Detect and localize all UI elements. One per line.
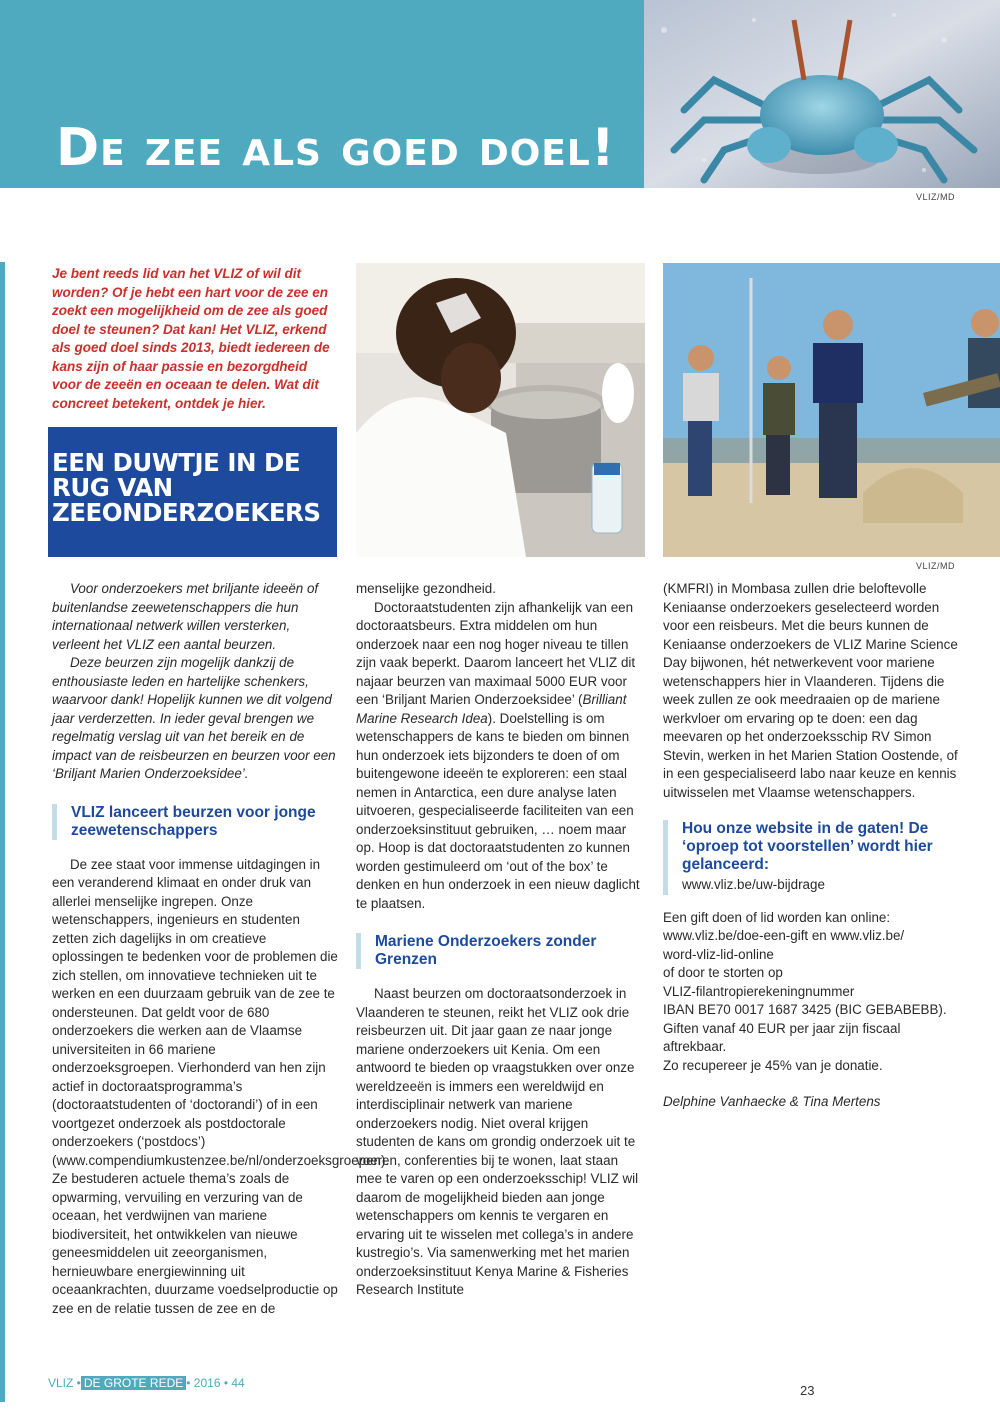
text-line: aftrekbaar. [663,1039,727,1054]
section-title: EEN DUWTJE IN DE RUG VAN ZEEONDERZOEKERS [52,448,321,527]
paragraph: (KMFRI) in Mombasa zullen drie beloftevolle Keniaanse onderzoekers geselecteerd worden voor een reisbeurs. Met die beurs kunnen de Keniaanse onderzoekers de VLIZ Marine Science Day bijwonen, hét netwerkevent voor mariene wetenschappers hier in Vlaanderen. Tijdens die week zullen ze ook meedraaien op de mariene werkvloer om ervaring op te doen: een dag meevaren op het onderzoeksschip RV Simon Stevin, werken in het Marien Station Oostende, of in een gespecialiseerd labo naar keuze en kennis uitwisselen met Vlaamse wetenschappers. [663,581,958,800]
text-line: Giften vanaf 40 EUR per jaar zijn fiscaal [663,1020,901,1036]
paragraph: menselijke gezondheid. [356,581,496,596]
beach-photo-credit: VLIZ/MD [916,561,956,571]
paragraph: Voor onderzoekers met briljante ideeën of buitenlandse zeewetenschappers die hun internationaal netwerk willen versterken, verleent het VLIZ een aantal beurzen. [52,581,319,652]
callout [663,820,963,895]
iban-line: IBAN BE70 0017 1687 3425 (BIC GEBABEBB). [663,1002,947,1017]
column-2 [356,580,645,1300]
page-title: De zee als goed doel! [56,118,616,178]
subheading: VLIZ lanceert beurzen voor jonge zeewetenschappers [52,804,338,840]
footer-magazine: DE GROTE REDE [81,1376,186,1390]
intro-text: Je bent reeds lid van het VLIZ of wil dit worden? Of je hebt een hart voor de zee en zoekt een mogelijkheid om de zee als goed doel te steunen? Dat kan! Het VLIZ, erkend als goed doel sinds 2013, biedt iedereen de kans zijn of haar passie en bezorgdheid voor de zeeën en oceaan te delen. Wat dit concreet betekent, ontdek je hier. [52,266,330,411]
paragraph: Doctoraatstudenten zijn afhankelijk van een doctoraatsbeurs. Extra middelen om hun onderzoek naar een nog hoger niveau te tillen zijn vaak beperkt. Daarom lanceert het VLIZ dit najaar beurzen van maximaal 5000 EUR voor een ‘Briljant Marien Onderzoeksidee’ (Brilliant Marine Research Idea). Doelstelling is om wetenschappers de kans te bieden om binnen hun onderzoek iets bijzonders te doen of om buitengewone ideeën te exploreren: een staal nemen in Antarctica, een dure analyse laten uitvoeren, gespecialiseerde faciliteiten van een onderzoeksinstituut gebruiken, … noem maar op. Hoop is dat doctoraatstudenten zo kunnen worden gestimuleerd om ‘out of the box’ te denken en hun onderzoek in een nieuw daglicht te plaatsen. [356,599,640,911]
gift-links[interactable]: www.vliz.be/doe-een-gift en www.vliz.be/ [663,928,905,943]
authors: Delphine Vanhaecke & Tina Mertens [663,1094,881,1109]
footer-label: VLIZ • DE GROTE REDE • 2016 • 44 [48,1376,245,1390]
text-line: Zo recupereer je 45% van je donatie. [663,1057,883,1073]
lab-photo [356,263,645,557]
beach-photo [663,263,1000,557]
subheading: Mariene Onderzoekers zonder Grenzen [356,933,645,969]
text-line: of door te storten op [663,965,783,980]
footer-year: 2016 [193,1376,221,1390]
photo-credit: VLIZ/MD [916,192,956,202]
footer-org: VLIZ [48,1376,74,1390]
footer-issue: 44 [231,1376,245,1390]
column-3 [663,580,963,1112]
page-number: 23 [800,1383,815,1398]
paragraph: Deze beurzen zijn mogelijk dankzij de enthousiaste leden en hartelijke schenkers, waarvoor dank! Hopelijk kunnen we dit volgend jaar verderzetten. In ieder geval brengen we regelmatig verslag uit van het bereik en de impact van de reisbeurzen en beurzen voor een ‘Briljant Marien Onderzoeksidee’. [52,655,336,781]
bijdrage-link[interactable]: www.vliz.be/uw-bijdrage [682,877,825,892]
paragraph: De zee staat voor immense uitdagingen in een veranderend klimaat en onder druk van allerlei menselijke ingrepen. Onze wetenschappers, ingenieurs en studenten zetten zich dagelijks in om creatieve oplossingen te bedenken voor de problemen die zich stellen, om innovatieve technieken uit te werken en een duurzaam gebruik van de zee te ondersteunen. Dat geldt voor de 680 onderzoekers die werken aan de Vlaamse universiteiten in 66 mariene onderzoeksgroepen. Vierhonderd van hen zijn actief in doctoraatsprogramma’s (doctoraatstudenten of ‘doctorandi’) of in een voortgezet onderzoek als postdoctorale onderzoekers (‘postdocs’) (www.compendiumkustenzee.be/nl/onderzoeksgroepen). Ze bestuderen actuele thema’s zoals de opwarming, vervuiling en verzuring van de oceaan, het verdwijnen van mariene biodiversiteit, het ontwikkelen van nieuwe geneesmiddelen uit zeeorganismen, hernieuwbare energiewinning uit oceaankrachten, duurzame voedselproductie op zee en de relatie tussen de zee en de [52,856,390,1316]
callout-heading: Hou onze website in de gaten! De ‘oproep tot voorstellen’ wordt hier gelanceerd: [682,820,933,873]
text-line: Een gift doen of lid worden kan online: [663,909,891,925]
paragraph: Naast beurzen om doctoraatsonderzoek in Vlaanderen te steunen, reikt het VLIZ ook drie reisbeurzen uit. Dit jaar gaan ze naar jonge mariene onderzoekers uit Kenia. Om een antwoord te bieden op vraagstukken over onze wereldzeeën is immers een wereldwijd en interdisciplinair netwerk van mariene onderzoekers nodig. Niet overal krijgen studenten de kans om grondig onderzoek uit te voeren, conferenties bij te wonen, laat staan mee te varen op een onderzoeksschip! VLIZ wil daarom de mogelijkheid bieden aan jonge wetenschappers om kennis te vergaren en ervaring uit te wisselen met collega’s in andere kustregio’s. Via samenwerking met het marien onderzoeksinstituut Kenya Marine & Fisheries Research Institute [356,986,639,1297]
side-rule [0,262,5,1402]
column-1 [52,580,390,1318]
member-link[interactable]: word-vliz-lid-online [663,946,774,962]
text-line: VLIZ-filantropierekeningnummer [663,983,855,999]
crab-photo [644,0,1000,188]
